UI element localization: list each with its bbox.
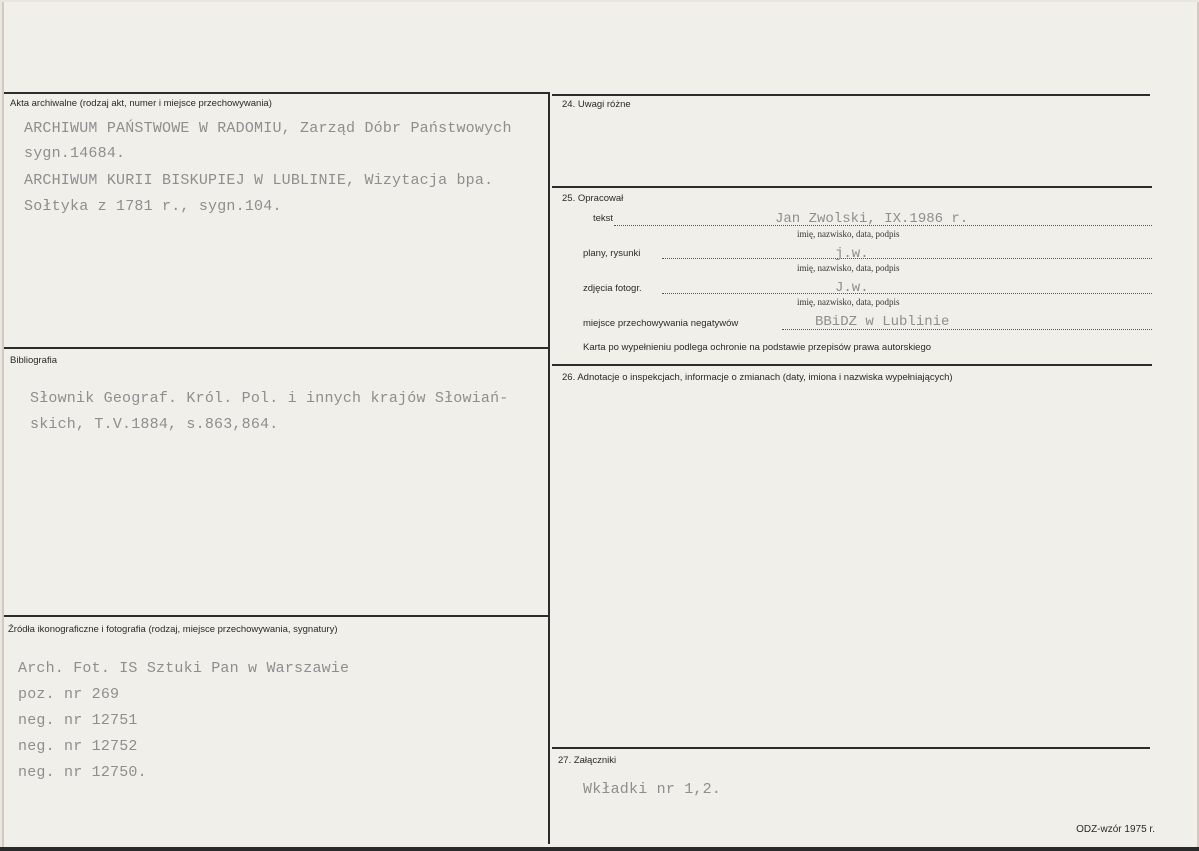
- scan-bottom-edge: [0, 847, 1199, 851]
- left-divider-2: [4, 615, 550, 617]
- copyright-note: Karta po wypełnieniu podlega ochronie na podstawie przepisów prawa autorskiego: [583, 342, 932, 353]
- zrodla-line-4: neg. nr 12752: [18, 738, 138, 755]
- zdjecia-value: J.w.: [835, 280, 869, 296]
- zdjecia-caption: imię, nazwisko, data, podpis: [797, 297, 900, 307]
- bibliografia-line-1: Słownik Geograf. Król. Pol. i innych krajów Słowiań-: [30, 390, 509, 407]
- plany-label: plany, rysunki: [583, 248, 641, 259]
- adnotacje-heading: 26. Adnotacje o inspekcjach, informacje o zmianach (daty, imiona i nazwiska wypełniających): [562, 372, 953, 383]
- top-divider-right: [552, 94, 1150, 96]
- akta-heading: Akta archiwalne (rodzaj akt, numer i miejsce przechowywania): [10, 98, 272, 109]
- miejsce-label: miejsce przechowywania negatywów: [583, 318, 739, 329]
- plany-caption: imię, nazwisko, data, podpis: [797, 263, 900, 273]
- uwagi-heading: 24. Uwagi różne: [562, 99, 631, 110]
- zrodla-heading: Źródła ikonograficzne i fotografia (rodzaj, miejsce przechowywania, sygnatury): [8, 624, 338, 635]
- miejsce-value: BBiDZ w Lublinie: [815, 314, 950, 330]
- tekst-caption: imię, nazwisko, data, podpis: [797, 229, 900, 239]
- zrodla-line-2: poz. nr 269: [18, 686, 120, 703]
- right-divider-1: [552, 186, 1152, 188]
- right-divider-2: [552, 364, 1152, 366]
- akta-line-3: ARCHIWUM KURII BISKUPIEJ W LUBLINIE, Wizytacja bpa.: [24, 172, 494, 189]
- zrodla-line-1: Arch. Fot. IS Sztuki Pan w Warszawie: [18, 660, 350, 677]
- plany-dotted-line: [662, 258, 1152, 259]
- akta-line-1: ARCHIWUM PAŃSTWOWE W RADOMIU, Zarząd Dóbr Państwowych: [24, 120, 512, 137]
- zdjecia-label: zdjęcia fotogr.: [583, 283, 642, 294]
- zdjecia-dotted-line: [662, 293, 1152, 294]
- form-footer: ODZ-wzór 1975 r.: [1076, 824, 1155, 835]
- tekst-value: Jan Zwolski, IX.1986 r.: [775, 211, 969, 227]
- zrodla-line-5: neg. nr 12750.: [18, 764, 147, 781]
- right-divider-3: [552, 747, 1150, 749]
- left-divider-1: [4, 347, 550, 349]
- plany-value: j.w.: [835, 246, 869, 262]
- zalaczniki-value: Wkładki nr 1,2.: [583, 781, 722, 798]
- bibliografia-line-2: skich, T.V.1884, s.863,864.: [30, 416, 279, 433]
- akta-line-2: sygn.14684.: [24, 145, 126, 162]
- zrodla-line-3: neg. nr 12751: [18, 712, 138, 729]
- bibliografia-heading: Bibliografia: [10, 355, 57, 366]
- top-divider: [4, 92, 550, 94]
- zalaczniki-heading: 27. Załączniki: [558, 755, 617, 766]
- akta-line-4: Sołtyka z 1781 r., sygn.104.: [24, 198, 282, 215]
- center-divider: [548, 92, 550, 844]
- opracowal-heading: 25. Opracował: [562, 193, 624, 204]
- tekst-label: tekst: [593, 213, 614, 224]
